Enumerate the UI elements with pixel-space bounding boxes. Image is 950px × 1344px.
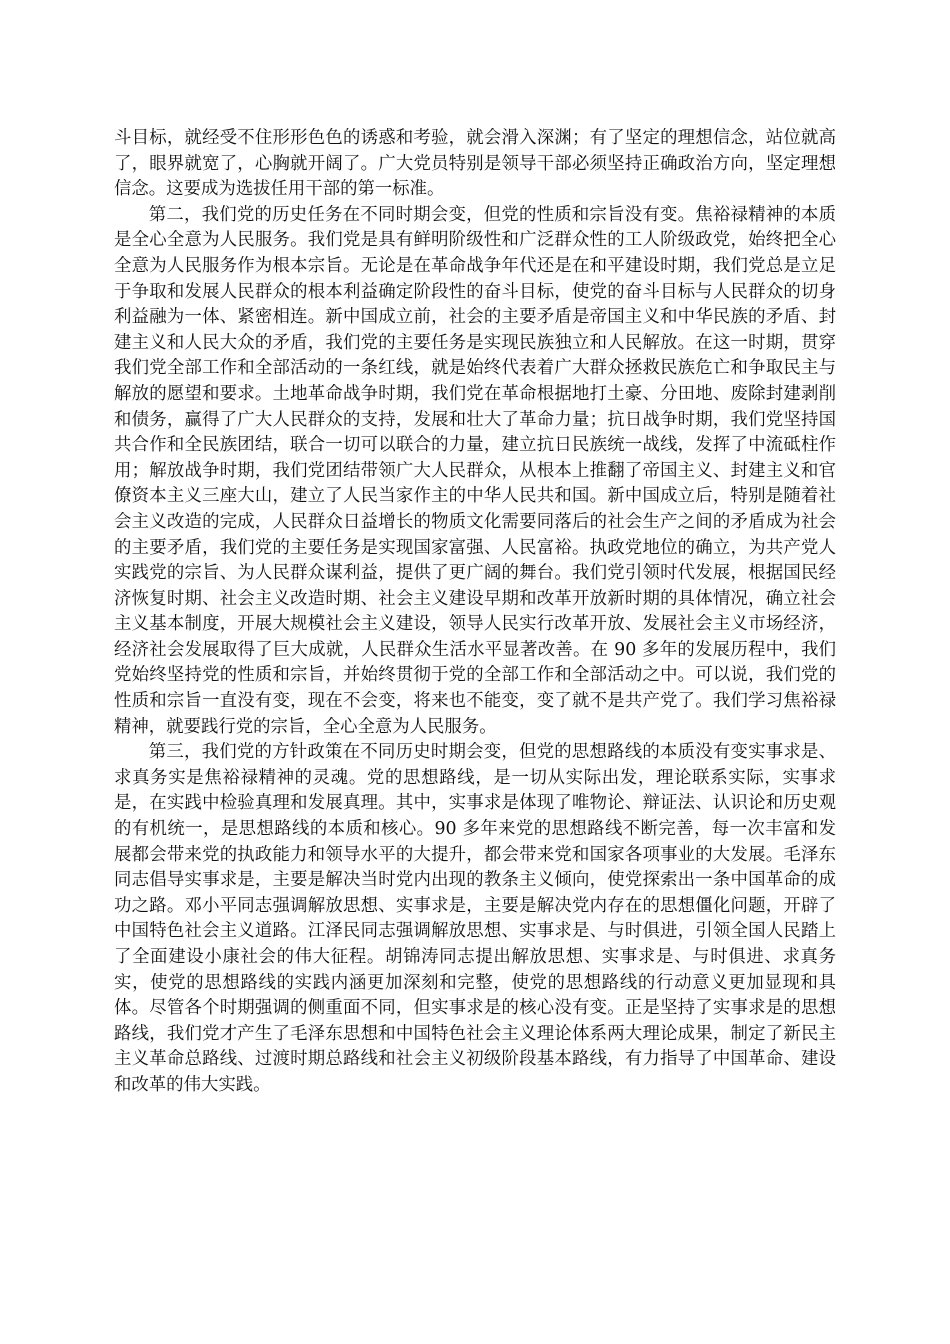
document-page	[114, 126, 836, 1099]
paragraph-second-point: 第二，我们党的历史任务在不同时期会变，但党的性质和宗旨没有变。焦裕禄精神的本质是全心全意为人民服务。我们党是具有鲜明阶级性和广泛群众性的工人阶级政党，始终把全心全意为人民服务作为根本宗旨。无论是在革命战争年代还是在和平建设时期，我们党总是立足于争取和发展人民群众的根本利益确定阶段性的奋斗目标，使党的奋斗目标与人民群众的切身利益融为一体、紧密相连。新中国成立前，社会的主要矛盾是帝国主义和中华民族的矛盾、封建主义和人民大众的矛盾，我们党的主要任务是实现民族独立和人民解放。在这一时期，贯穿我们党全部工作和全部活动的一条红线，就是始终代表着广大群众拯救民族危亡和争取民主与解放的愿望和要求。土地革命战争时期，我们党在革命根据地打土豪、分田地、废除封建剥削和债务，赢得了广大人民群众的支持，发展和壮大了革命力量；抗日战争时期，我们党坚持国共合作和全民族团结，联合一切可以联合的力量，建立抗日民族统一战线，发挥了中流砥柱作用；解放战争时期，我们党团结带领广大人民群众，从根本上推翻了帝国主义、封建主义和官僚资本主义三座大山，建立了人民当家作主的中华人民共和国。新中国成立后，特别是随着社会主义改造的完成，人民群众日益增长的物质文化需要同落后的社会生产之间的矛盾成为社会的主要矛盾，我们党的主要任务是实现国家富强、人民富裕。执政党地位的确立，为共产党人实践党的宗旨、为人民群众谋利益，提供了更广阔的舞台。我们党引领时代发展，根据国民经济恢复时期、社会主义改造时期、社会主义建设早期和改革开放新时期的具体情况，确立社会主义基本制度，开展大规模社会主义建设，领导人民实行改革开放、发展社会主义市场经济，经济社会发展取得了巨大成就，人民群众生活水平显著改善。在 90 多年的发展历程中，我们党始终坚持党的性质和宗旨，并始终贯彻于党的全部工作和全部活动之中。可以说，我们党的性质和宗旨一直没有变，现在不会变，将来也不能变，变了就不是共产党了。我们学习焦裕禄精神，就要践行党的宗旨，全心全意为人民服务。	[114, 204, 836, 737]
paragraph-third-point: 第三，我们党的方针政策在不同历史时期会变，但党的思想路线的本质没有变实事求是、求真务实是焦裕禄精神的灵魂。党的思想路线，是一切从实际出发，理论联系实际，实事求是，在实践中检验真理和发展真理。其中，实事求是体现了唯物论、辩证法、认识论和历史观的有机统一，是思想路线的本质和核心。90 多年来党的思想路线不断完善，每一次丰富和发展都会带来党的执政能力和领导水平的大提升，都会带来党和国家各项事业的大发展。毛泽东同志倡导实事求是，主要是解决当时党内出现的教条主义倾向，使党探索出一条中国革命的成功之路。邓小平同志强调解放思想、实事求是，主要是解决党内存在的思想僵化问题，开辟了中国特色社会主义道路。江泽民同志强调解放思想、实事求是、与时俱进，引领全国人民踏上了全面建设小康社会的伟大征程。胡锦涛同志提出解放思想、实事求是、与时俱进、求真务实，使党的思想路线的实践内涵更加深刻和完整，使党的思想路线的行动意义更加显现和具体。尽管各个时期强调的侧重面不同，但实事求是的核心没有变。正是坚持了实事求是的思想路线，我们党才产生了毛泽东思想和中国特色社会主义理论体系两大理论成果，制定了新民主主义革命总路线、过渡时期总路线和社会主义初级阶段基本路线，有力指导了中国革命、建设和改革的伟大实践。	[114, 742, 836, 1095]
paragraph-continued: 斗目标，就经受不住形形色色的诱惑和考验，就会滑入深渊；有了坚定的理想信念，站位就高了，眼界就宽了，心胸就开阔了。广大党员特别是领导干部必须坚持正确政治方向，坚定理想信念。这要成为选拔任用干部的第一标准。	[114, 128, 836, 200]
